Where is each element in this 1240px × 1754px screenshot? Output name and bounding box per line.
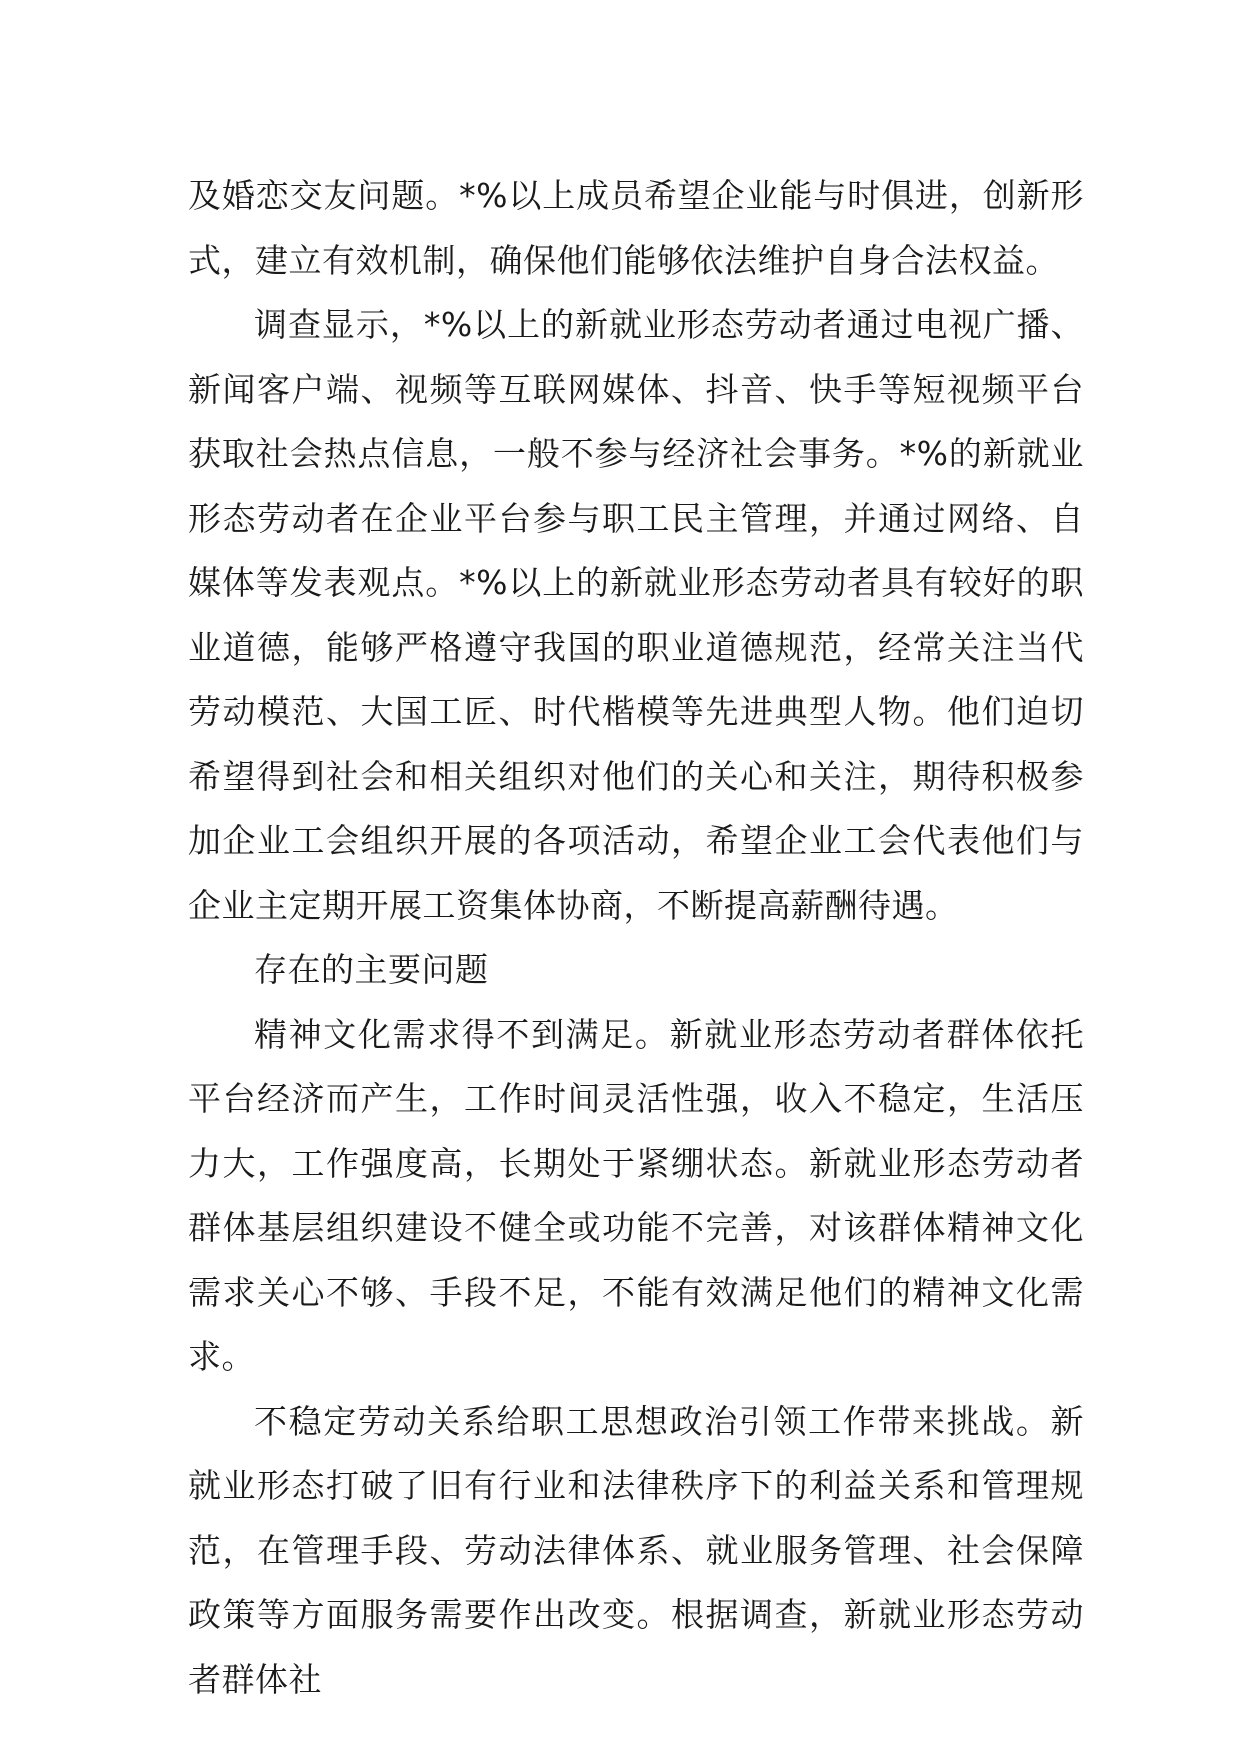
- paragraph-continuation: 及婚恋交友问题。*%以上成员希望企业能与时俱进，创新形式，建立有效机制，确保他们能够依法维护自身合法权益。: [188, 176, 1084, 280]
- paragraph-cultural-needs: 精神文化需求得不到满足。新就业形态劳动者群体依托平台经济而产生，工作时间灵活性强，收入不稳定，生活压力大，工作强度高，长期处于紧绷状态。新就业形态劳动者群体基层组织建设不健全或功能不完善，对该群体精神文化需求关心不够、手段不足，不能有效满足他们的精神文化需求。: [188, 1014, 1084, 1376]
- paragraph-unstable-labor-relations: 不稳定劳动关系给职工思想政治引领工作带来挑战。新就业形态打破了旧有行业和法律秩序下的利益关系和管理规范，在管理手段、劳动法律体系、就业服务管理、社会保障政策等方面服务需要作出改变。根据调查，新就业形态劳动者群体社: [188, 1401, 1084, 1699]
- paragraph-survey-results: 调查显示，*%以上的新就业形态劳动者通过电视广播、新闻客户端、视频等互联网媒体、抖音、快手等短视频平台获取社会热点信息，一般不参与经济社会事务。*%的新就业形态劳动者在企业平台参与职工民主管理，并通过网络、自媒体等发表观点。*%以上的新就业形态劳动者具有较好的职业道德，能够严格遵守我国的职业道德规范，经常关注当代劳动模范、大国工匠、时代楷模等先进典型人物。他们迫切希望得到社会和相关组织对他们的关心和关注，期待积极参加企业工会组织开展的各项活动，希望企业工会代表他们与企业主定期开展工资集体协商，不断提高薪酬待遇。: [188, 305, 1084, 925]
- section-heading-main-problems: 存在的主要问题: [254, 950, 489, 989]
- document-body: [188, 164, 1084, 1712]
